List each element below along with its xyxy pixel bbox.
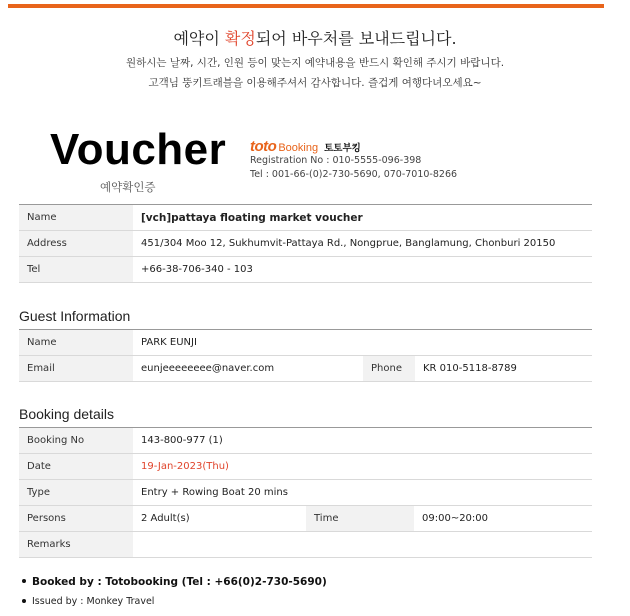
venue-table xyxy=(19,204,592,283)
booking-persons-label: Persons xyxy=(19,506,133,532)
table-row xyxy=(19,231,592,257)
guest-phone-value: KR 010-5118-8789 xyxy=(415,356,592,382)
guest-section-title: Guest Information xyxy=(19,308,131,324)
guest-name-label: Name xyxy=(19,330,133,356)
guest-phone-label: Phone xyxy=(363,356,415,382)
brand-logo-toto: toto xyxy=(250,138,277,155)
table-row xyxy=(19,205,592,231)
booking-table xyxy=(19,427,592,558)
booking-no-label: Booking No xyxy=(19,428,133,454)
thanks-line: 고객님 뚱키트래블을 이용해주셔서 감사합니다. 즐겁게 여행다녀오세요~ xyxy=(148,77,482,89)
bullet-icon xyxy=(22,599,26,603)
top-accent-bar xyxy=(8,4,604,8)
booking-time-value: 09:00~20:00 xyxy=(414,506,592,532)
guest-name-value: PARK EUNJI xyxy=(133,330,592,356)
guest-email-label: Email xyxy=(19,356,133,382)
venue-address-value: 451/304 Moo 12, Sukhumvit-Pattaya Rd., Nongprue, Banglamung, Chonburi 20150 xyxy=(133,231,592,257)
voucher-title: Voucher xyxy=(50,125,227,174)
table-row xyxy=(19,356,592,382)
booking-date-value: 19-Jan-2023(Thu) xyxy=(133,454,592,480)
table-row xyxy=(19,330,592,356)
table-row xyxy=(19,454,592,480)
registration-number: Registration No : 010-5555-096-398 xyxy=(250,155,422,166)
booking-no-value: 143-800-977 (1) xyxy=(133,428,592,454)
booking-type-label: Type xyxy=(19,480,133,506)
booking-remarks-value xyxy=(133,532,592,558)
venue-address-label: Address xyxy=(19,231,133,257)
venue-tel-value: +66-38-706-340 - 103 xyxy=(133,257,592,283)
voucher-subtitle: 예약확인증 xyxy=(100,180,156,194)
table-row xyxy=(19,506,592,532)
booked-by: Booked by : Totobooking (Tel : +66(0)2-730-5690) xyxy=(22,576,327,588)
booking-date-label: Date xyxy=(19,454,133,480)
booking-persons-value: 2 Adult(s) xyxy=(133,506,306,532)
confirmation-headline: 예약이 확정되어 바우처를 보내드립니다. xyxy=(173,29,457,48)
table-row xyxy=(19,480,592,506)
issued-by: Issued by : Monkey Travel xyxy=(22,596,154,607)
brand-tel: Tel : 001-66-(0)2-730-5690, 070-7010-8266 xyxy=(250,169,458,180)
venue-name-label: Name xyxy=(19,205,133,231)
booking-section-title: Booking details xyxy=(19,406,114,422)
brand-logo xyxy=(250,136,361,154)
brand-name-korean: 토토부킹 xyxy=(324,143,361,154)
booking-remarks-label: Remarks xyxy=(19,532,133,558)
table-row xyxy=(19,532,592,558)
venue-tel-label: Tel xyxy=(19,257,133,283)
bullet-icon xyxy=(22,579,26,583)
booking-type-value: Entry + Rowing Boat 20 mins xyxy=(133,480,592,506)
instruction-line: 원하시는 날짜, 시간, 인원 등이 맞는지 예약내용을 반드시 확인해 주시기 바랍니다. xyxy=(125,57,505,69)
booking-time-label: Time xyxy=(306,506,414,532)
guest-email-value: eunjeeeeeeee@naver.com xyxy=(133,356,363,382)
table-row xyxy=(19,257,592,283)
guest-table xyxy=(19,329,592,382)
table-row xyxy=(19,428,592,454)
venue-name-value: [vch]pattaya floating market voucher xyxy=(133,205,592,231)
brand-logo-booking: Booking xyxy=(278,142,319,154)
headline-accent: 확정 xyxy=(224,29,256,48)
